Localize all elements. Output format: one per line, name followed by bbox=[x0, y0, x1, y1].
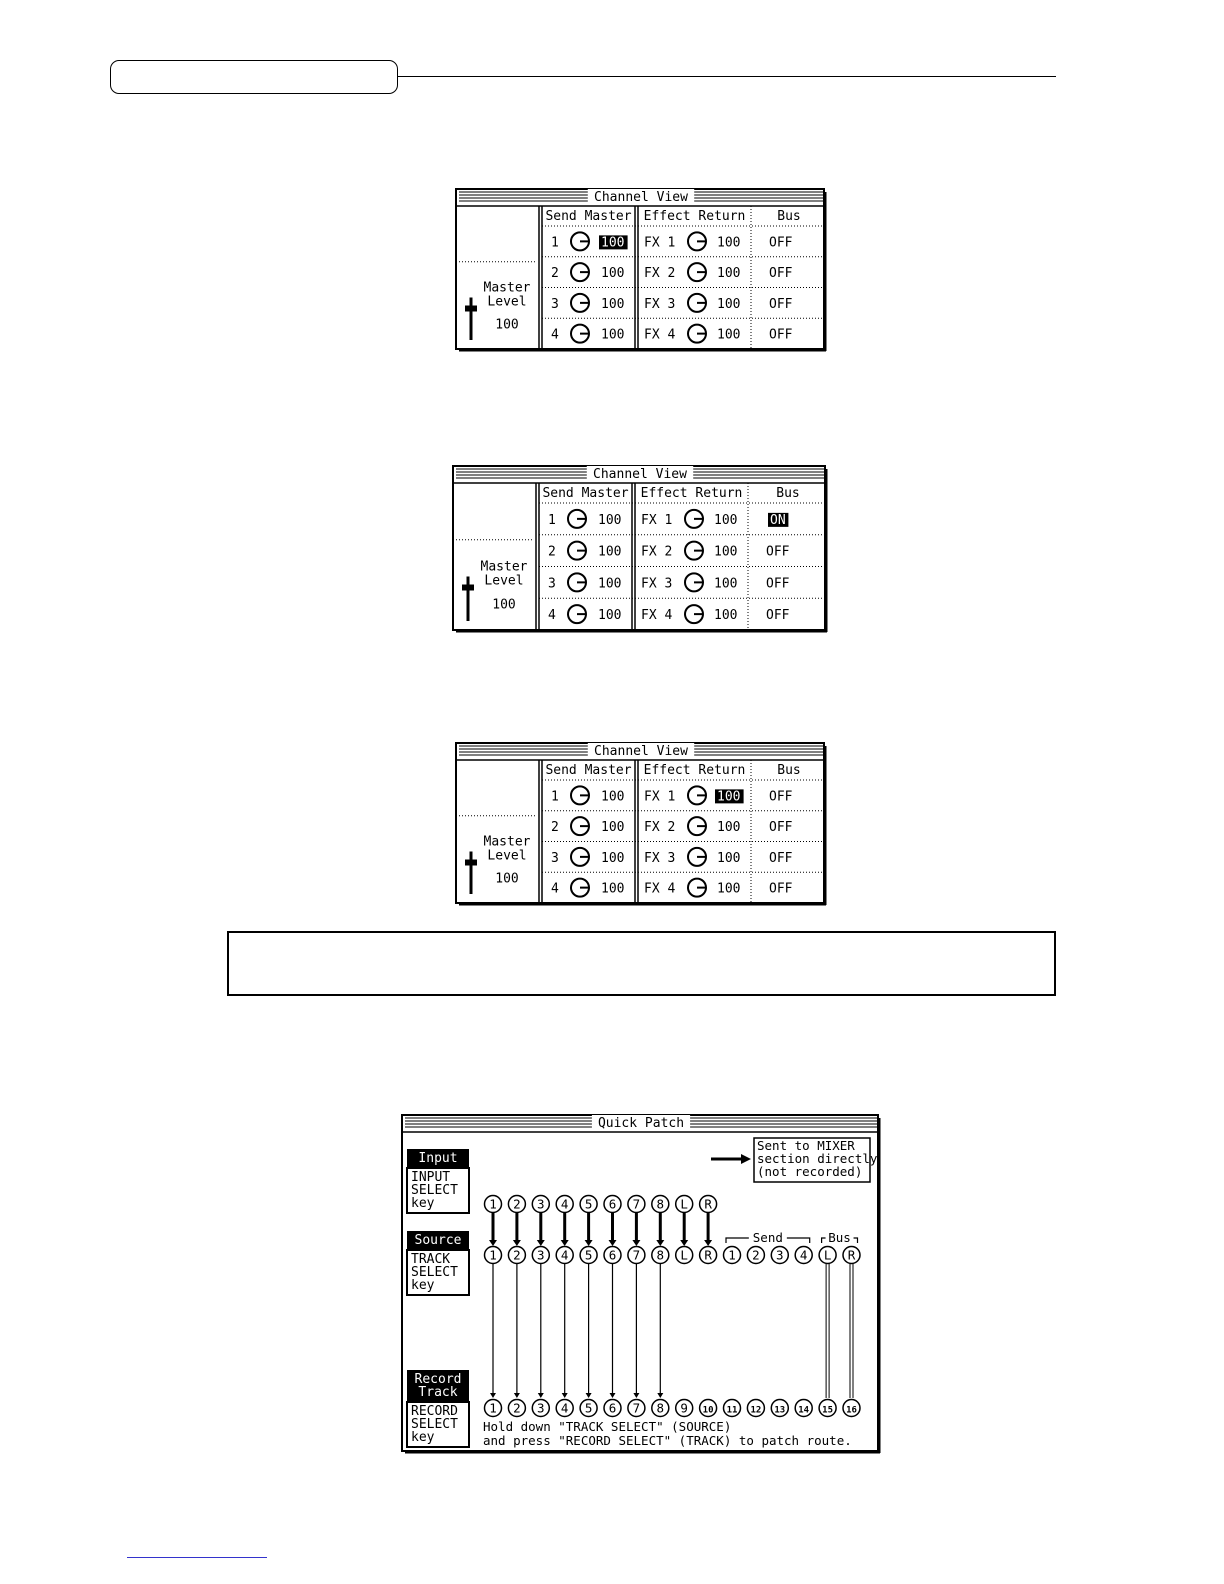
send-value: 100 bbox=[598, 512, 622, 528]
fx-value: 100 bbox=[717, 296, 741, 312]
send-value: 100 bbox=[601, 850, 625, 866]
send-number: 3 bbox=[551, 850, 559, 866]
source-jack: 2 bbox=[752, 1247, 760, 1263]
track-jack: 14 bbox=[798, 1405, 810, 1416]
source-jack: 8 bbox=[656, 1247, 665, 1263]
channel-view-title: Channel View bbox=[593, 467, 687, 482]
fx-value: 100 bbox=[717, 266, 741, 282]
input-jack: 1 bbox=[489, 1196, 497, 1212]
header-bus: Bus bbox=[776, 486, 800, 501]
instruction-line-2: and press "RECORD SELECT" (TRACK) to patch route. bbox=[483, 1433, 852, 1448]
track-jack: 1 bbox=[489, 1400, 497, 1416]
fx-name: FX 3 bbox=[644, 296, 676, 312]
fx-value: 100 bbox=[714, 544, 738, 560]
fx-value: 100 bbox=[714, 608, 738, 624]
fx-name: FX 4 bbox=[641, 608, 673, 624]
fx-value: 100 bbox=[717, 820, 741, 836]
master-label-2: Level bbox=[487, 848, 527, 864]
track-jack: 9 bbox=[680, 1400, 688, 1416]
source-box-tab-label: Source bbox=[414, 1233, 462, 1248]
input-jack: 4 bbox=[560, 1196, 569, 1212]
fx-value: 100 bbox=[714, 576, 738, 592]
send-value: 100 bbox=[601, 820, 625, 836]
send-number: 1 bbox=[548, 512, 556, 528]
input-jack: 8 bbox=[656, 1196, 665, 1212]
fx-name: FX 1 bbox=[641, 512, 673, 528]
master-label-2: Level bbox=[484, 573, 524, 589]
track-jack: 6 bbox=[608, 1400, 617, 1416]
channel-view-screen-3 bbox=[455, 742, 827, 910]
channel-view-lcd bbox=[452, 465, 828, 633]
header-effect-return: Effect Return bbox=[643, 209, 746, 224]
channel-view-screen-2 bbox=[452, 465, 828, 637]
track-jack: 2 bbox=[513, 1400, 521, 1416]
fx-value: 100 bbox=[717, 789, 741, 805]
input-jack: 5 bbox=[584, 1196, 593, 1212]
legend-text: Sent to MIXER bbox=[757, 1138, 855, 1153]
master-value: 100 bbox=[495, 317, 519, 333]
send-number: 2 bbox=[548, 544, 556, 560]
instruction-line-1: Hold down "TRACK SELECT" (SOURCE) bbox=[483, 1419, 732, 1434]
bus-label: Bus bbox=[828, 1230, 851, 1245]
bus-state: OFF bbox=[769, 327, 793, 343]
fx-name: FX 2 bbox=[644, 820, 676, 836]
channel-view-lcd bbox=[455, 188, 827, 352]
record-box-tab-label: Track bbox=[418, 1385, 458, 1400]
fx-name: FX 2 bbox=[641, 544, 673, 560]
input-box-key-label: INPUT bbox=[411, 1170, 451, 1185]
master-label-2: Level bbox=[487, 294, 527, 310]
track-jack: 15 bbox=[822, 1405, 834, 1416]
fx-name: FX 4 bbox=[644, 327, 676, 343]
track-jack: 10 bbox=[702, 1405, 714, 1416]
quick-patch-title: Quick Patch bbox=[597, 1116, 685, 1131]
header-rule bbox=[398, 76, 1056, 77]
bus-state: OFF bbox=[769, 789, 793, 805]
send-value: 100 bbox=[601, 789, 625, 805]
channel-view-lcd bbox=[455, 742, 827, 906]
record-box-tab-label: Record bbox=[414, 1372, 462, 1387]
input-jack: 6 bbox=[608, 1196, 617, 1212]
source-box bbox=[407, 1231, 469, 1295]
record-box bbox=[407, 1370, 469, 1447]
fader-knob-icon bbox=[465, 306, 477, 312]
channel-view-screen-1 bbox=[455, 188, 827, 356]
legend-text: section directly bbox=[757, 1151, 878, 1166]
source-jack: 1 bbox=[728, 1247, 736, 1263]
send-value: 100 bbox=[598, 608, 622, 624]
send-number: 2 bbox=[551, 820, 559, 836]
bus-state: ON bbox=[770, 512, 786, 528]
source-jack: L bbox=[680, 1247, 688, 1263]
bus-state: OFF bbox=[769, 235, 793, 251]
master-value: 100 bbox=[492, 597, 516, 613]
master-label-1: Master bbox=[483, 280, 531, 296]
footer-rule bbox=[127, 1557, 267, 1558]
fx-value: 100 bbox=[714, 512, 738, 528]
record-box-key-label: RECORD bbox=[411, 1404, 458, 1419]
track-jack: 7 bbox=[632, 1400, 641, 1416]
header-effect-return: Effect Return bbox=[643, 763, 746, 778]
input-jack: R bbox=[704, 1196, 712, 1212]
input-jack: L bbox=[680, 1196, 688, 1212]
source-jack: 3 bbox=[776, 1247, 784, 1263]
send-value: 100 bbox=[601, 296, 625, 312]
track-jack: 8 bbox=[656, 1400, 665, 1416]
send-label: Send bbox=[752, 1230, 783, 1245]
source-jack: 4 bbox=[560, 1247, 569, 1263]
master-value: 100 bbox=[495, 871, 519, 887]
header-bus: Bus bbox=[777, 209, 801, 224]
header-bus: Bus bbox=[777, 763, 801, 778]
source-box-key-label: SELECT bbox=[411, 1265, 458, 1280]
bus-state: OFF bbox=[769, 881, 793, 897]
source-jack: 3 bbox=[537, 1247, 545, 1263]
record-box-key-label: key bbox=[411, 1430, 435, 1445]
bus-state: OFF bbox=[769, 850, 793, 866]
track-jack: 16 bbox=[846, 1405, 857, 1416]
track-jack: 11 bbox=[726, 1405, 738, 1416]
source-jack: 2 bbox=[513, 1247, 521, 1263]
send-number: 1 bbox=[551, 789, 559, 805]
note-box bbox=[227, 931, 1056, 996]
track-jack: 4 bbox=[560, 1400, 569, 1416]
section-tab bbox=[110, 60, 398, 94]
track-jack: 3 bbox=[537, 1400, 545, 1416]
header-effect-return: Effect Return bbox=[640, 486, 743, 501]
source-jack: R bbox=[847, 1247, 856, 1263]
header-send-master: Send Master bbox=[545, 209, 632, 224]
master-label-1: Master bbox=[480, 559, 528, 575]
send-value: 100 bbox=[601, 266, 625, 282]
bus-state: OFF bbox=[766, 544, 790, 560]
track-jack: 12 bbox=[750, 1405, 762, 1416]
input-box bbox=[407, 1149, 469, 1213]
send-number: 3 bbox=[548, 576, 556, 592]
source-jack: 1 bbox=[489, 1247, 497, 1263]
send-value: 100 bbox=[601, 235, 625, 251]
source-jack: 4 bbox=[799, 1247, 808, 1263]
source-box-key-label: key bbox=[411, 1278, 435, 1293]
bus-state: OFF bbox=[766, 576, 790, 592]
master-label-1: Master bbox=[483, 834, 531, 850]
input-box-key-label: SELECT bbox=[411, 1183, 458, 1198]
input-jack: 3 bbox=[537, 1196, 545, 1212]
source-jack: 5 bbox=[584, 1247, 593, 1263]
send-value: 100 bbox=[598, 576, 622, 592]
send-number: 2 bbox=[551, 266, 559, 282]
bus-state: OFF bbox=[769, 820, 793, 836]
fx-name: FX 1 bbox=[644, 789, 676, 805]
fx-name: FX 1 bbox=[644, 235, 676, 251]
source-jack: R bbox=[704, 1247, 712, 1263]
track-jack: 13 bbox=[774, 1405, 786, 1416]
quick-patch-lcd bbox=[401, 1114, 881, 1454]
fader-knob-icon bbox=[462, 585, 474, 591]
send-number: 3 bbox=[551, 296, 559, 312]
send-number: 4 bbox=[548, 608, 556, 624]
source-jack: 7 bbox=[632, 1247, 641, 1263]
fx-name: FX 4 bbox=[644, 881, 676, 897]
fx-value: 100 bbox=[717, 235, 741, 251]
fx-name: FX 3 bbox=[644, 850, 676, 866]
input-box-key-label: key bbox=[411, 1196, 435, 1211]
source-box-key-label: TRACK bbox=[411, 1252, 451, 1267]
record-box-key-label: SELECT bbox=[411, 1417, 458, 1432]
channel-view-title: Channel View bbox=[594, 190, 688, 205]
send-value: 100 bbox=[601, 327, 625, 343]
header-send-master: Send Master bbox=[542, 486, 629, 501]
bus-state: OFF bbox=[766, 608, 790, 624]
send-number: 1 bbox=[551, 235, 559, 251]
fx-name: FX 3 bbox=[641, 576, 673, 592]
source-jack: L bbox=[823, 1247, 832, 1263]
fx-value: 100 bbox=[717, 881, 741, 897]
legend-text: (not recorded) bbox=[757, 1164, 863, 1179]
send-value: 100 bbox=[598, 544, 622, 560]
fx-name: FX 2 bbox=[644, 266, 676, 282]
input-jack: 7 bbox=[632, 1196, 641, 1212]
send-value: 100 bbox=[601, 881, 625, 897]
header-send-master: Send Master bbox=[545, 763, 632, 778]
bus-state: OFF bbox=[769, 266, 793, 282]
fx-value: 100 bbox=[717, 327, 741, 343]
quick-patch-screen bbox=[401, 1114, 881, 1458]
fader-knob-icon bbox=[465, 860, 477, 866]
track-jack: 5 bbox=[584, 1400, 593, 1416]
send-number: 4 bbox=[551, 881, 559, 897]
source-jack: 6 bbox=[608, 1247, 617, 1263]
channel-view-title: Channel View bbox=[594, 744, 688, 759]
input-box-tab-label: Input bbox=[418, 1151, 458, 1166]
send-number: 4 bbox=[551, 327, 559, 343]
input-jack: 2 bbox=[513, 1196, 521, 1212]
bus-state: OFF bbox=[769, 296, 793, 312]
fx-value: 100 bbox=[717, 850, 741, 866]
